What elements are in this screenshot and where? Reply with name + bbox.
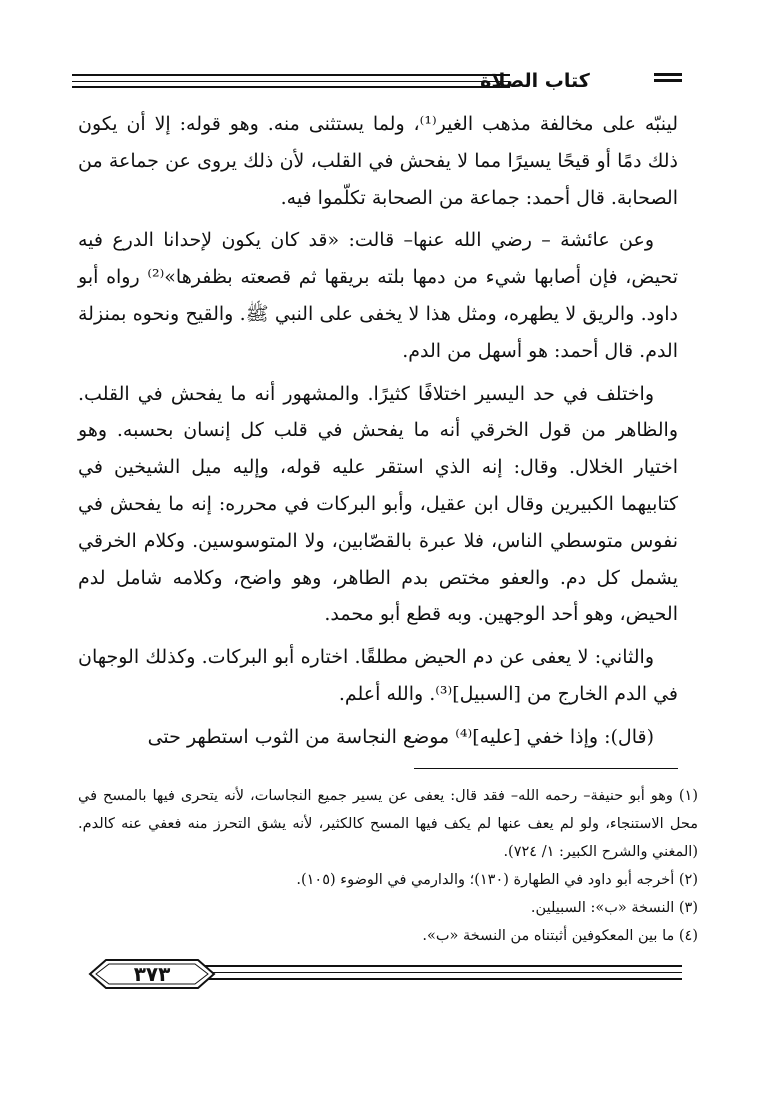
page-number: ٣٧٣: [133, 962, 171, 986]
paragraph: والثاني: لا يعفى عن دم الحيض مطلقًا. اختاره أبو البركات. وكذلك الوجهان في الدم الخارج من [السبيل]⁽³⁾. والله أعلم.: [78, 646, 678, 705]
paragraph: (قال): وإذا خفي [عليه]⁽⁴⁾ موضع النجاسة من الثوب استطهر حتى: [147, 725, 654, 748]
body-text: [78, 106, 678, 762]
footnote: (٢) أخرجه أبو داود في الطهارة (١٣٠)؛ والدارمي في الوضوء (١٠٥).: [296, 872, 698, 888]
header-rule: [72, 86, 510, 88]
footnote: (١) وهو أبو حنيفة– رحمه الله– فقد قال: يعفى عن يسير جميع النجاسات، لأنه يتحرى فيها بالمسح في محل الاستنجاء، ولو لم يعف عنها لم يكف فيها المسح كالكثير، لأنه يشق التحرز منه فعفي عنه كالدم. (المغني والشرح الكبير: ١/ ٧٢٤).: [78, 788, 698, 860]
header-rule: [72, 81, 510, 82]
footnote: (٣) النسخة «ب»: السبيلين.: [530, 900, 698, 916]
chapter-title: كتاب الصلاة: [480, 70, 590, 92]
header-rule: [72, 74, 510, 76]
running-header: [72, 66, 682, 96]
page-footer: [72, 956, 682, 992]
paragraph: لينبّه على مخالفة مذهب الغير⁽¹⁾، ولما يستثنى منه. وهو قوله: إلا أن يكون ذلك دمًا أو قيحًا يسيرًا مما لا يفحش في القلب، لأن ذلك يروى عن جماعة من الصحابة. قال أحمد: جماعة من الصحابة تكلّموا فيه.: [78, 113, 678, 209]
header-ornament: [654, 73, 682, 87]
paragraph: وعن عائشة – رضي الله عنها– قالت: «قد كان يكون لإحدانا الدرع فيه تحيض، فإن أصابها شيء من دمها بلته بريقها ثم قصعته بظفرها»⁽²⁾ رواه أبو داود. والريق لا يطهره، ومثل هذا لا يخفى على النبي ﷺ. والقيح ونحوه بمنزلة الدم. قال أحمد: هو أسهل من الدم.: [78, 229, 678, 362]
footnote: (٤) ما بين المعكوفين أثبتناه من النسخة «ب».: [422, 928, 698, 944]
footnotes: [78, 782, 698, 950]
footnote-separator: [414, 768, 678, 769]
paragraph: واختلف في حد اليسير اختلافًا كثيرًا. والمشهور أنه ما يفحش في القلب. والظاهر من قول الخرقي أنه ما يفحش في قلب كل إنسان بحسبه. وهو اختيار الخلال. وقال: إنه الذي استقر عليه قوله، وإليه ميل الشيخين في كتابيهما الكبيرين وقال ابن عقيل، وأبو البركات في محرره: إنه ما يفحش في نفوس متوسطي الناس، فلا عبرة بالقصّابين، ولا المتوسوسين. وكلام الخرقي يشمل كل دم. والعفو مختص بدم الطاهر، وهو واضح، وكلامه شامل لدم الحيض، وهو أحد الوجهين. وبه قطع أبو محمد.: [78, 382, 678, 626]
